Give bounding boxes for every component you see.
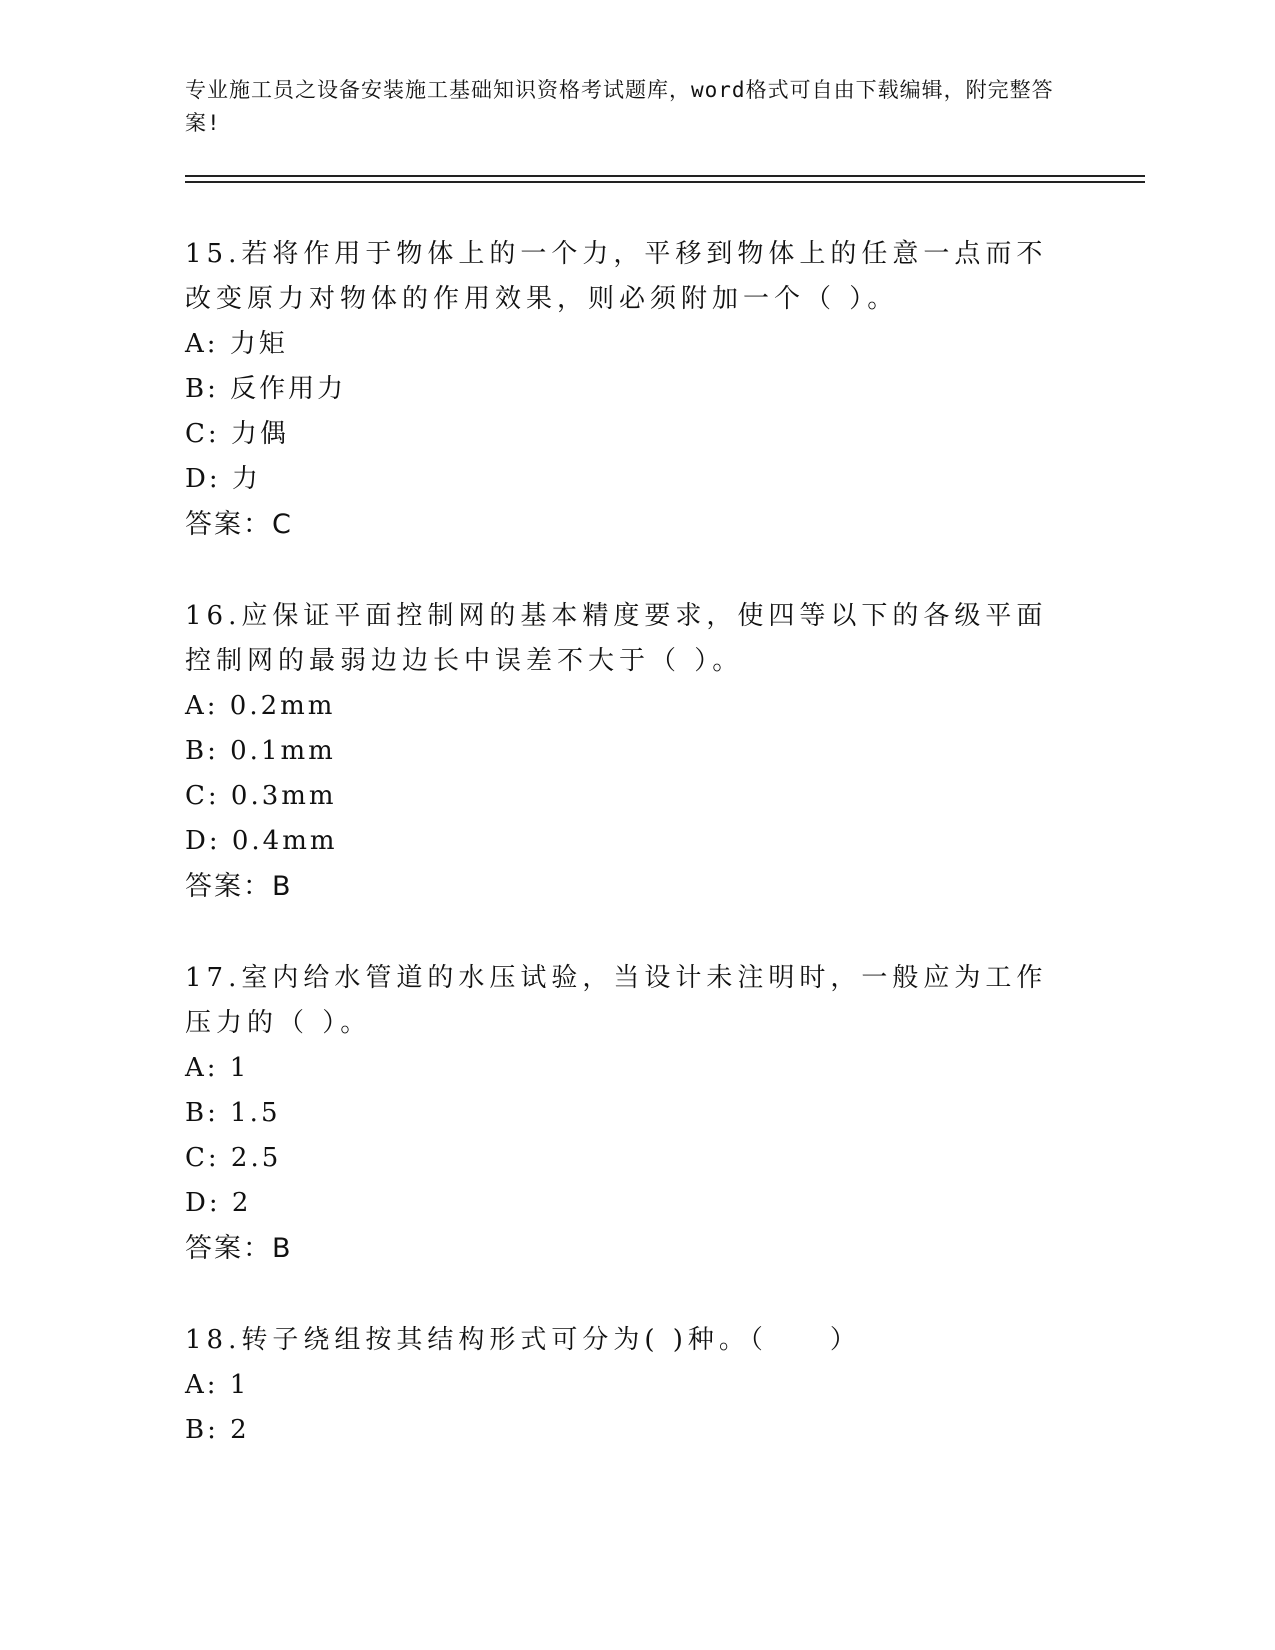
question-stem: 17.室内给水管道的水压试验，当设计未注明时，一般应为工作压力的（ ）。 (185, 963, 1048, 1038)
question-17 (185, 956, 1065, 1272)
question-15 (185, 232, 1065, 548)
answer-line: 答案：B (185, 871, 293, 902)
option-d: D: 0.4mm (185, 826, 338, 856)
question-18 (185, 1318, 1065, 1453)
question-stem: 15.若将作用于物体上的一个力，平移到物体上的任意一点而不改变原力对物体的作用效果，则必须附加一个（ ）。 (185, 239, 1048, 314)
document-header (185, 74, 1085, 140)
header-divider-top (185, 175, 1145, 177)
option-d: D: 力 (185, 464, 261, 494)
option-a: A: 1 (185, 1370, 250, 1400)
option-b: B: 反作用力 (185, 374, 347, 404)
question-16 (185, 594, 1065, 910)
option-a: A: 0.2mm (185, 691, 336, 721)
option-b: B: 2 (185, 1415, 250, 1445)
question-stem: 16.应保证平面控制网的基本精度要求，使四等以下的各级平面控制网的最弱边边长中误差不大于（ ）。 (185, 601, 1048, 676)
option-b: B: 0.1mm (185, 736, 336, 766)
question-stem: 18.转子绕组按其结构形式可分为( )种。（ ） (185, 1325, 861, 1355)
answer-line: 答案：B (185, 1233, 293, 1264)
option-c: C: 力偶 (185, 419, 289, 449)
option-c: C: 2.5 (185, 1143, 282, 1173)
option-a: A: 1 (185, 1053, 250, 1083)
option-a: A: 力矩 (185, 329, 288, 359)
option-d: D: 2 (185, 1188, 252, 1218)
option-c: C: 0.3mm (185, 781, 337, 811)
answer-line: 答案：C (185, 509, 293, 540)
header-title: 专业施工员之设备安装施工基础知识资格考试题库，word格式可自由下载编辑，附完整答案! (185, 78, 1054, 135)
header-divider-bottom (185, 181, 1145, 183)
option-b: B: 1.5 (185, 1098, 281, 1128)
